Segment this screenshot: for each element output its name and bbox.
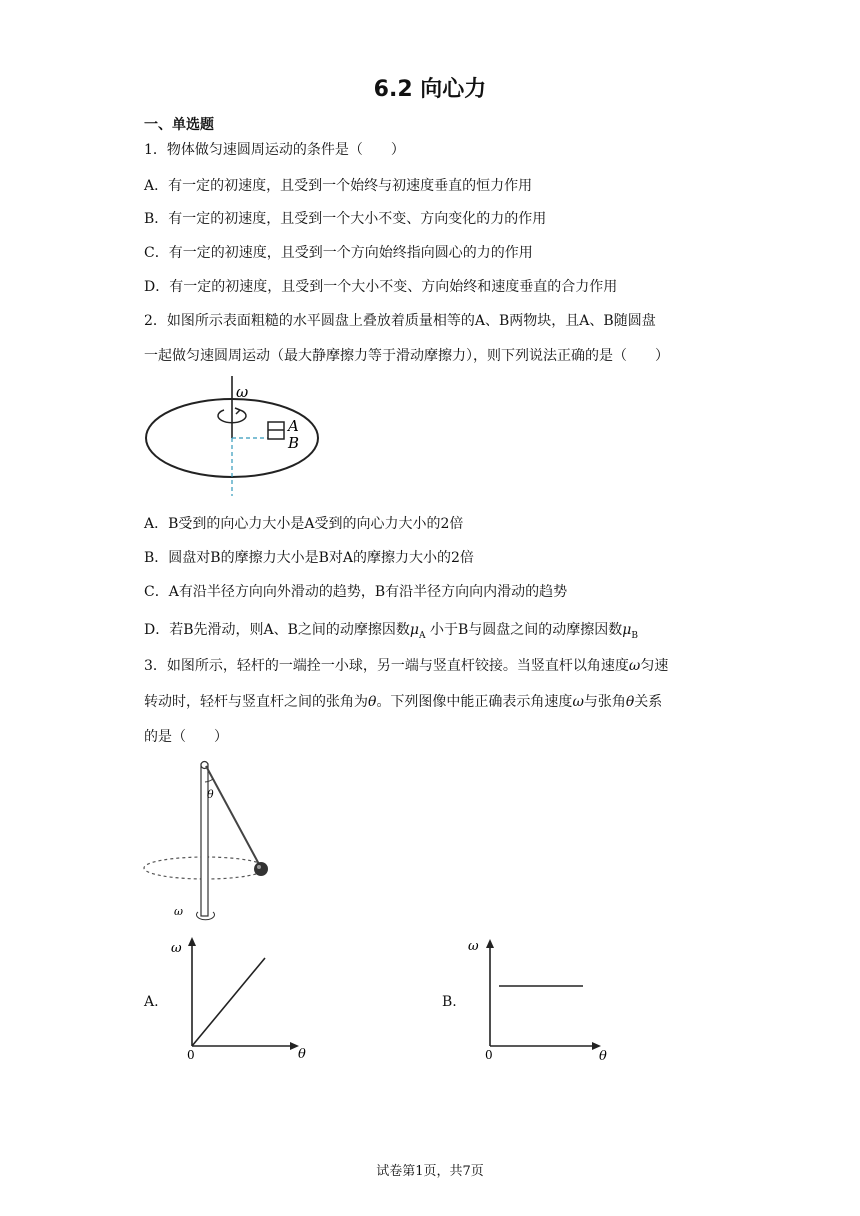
q1-option-a: A．有一定的初速度，且受到一个始终与初速度垂直的恒力作用 [144,178,533,194]
label-b: B [288,434,300,452]
q2-stem-line1: 2．如图所示表面粗糙的水平圆盘上叠放着质量相等的A、B两物块，且A、B随圆盘 [144,313,656,329]
q2-option-d: D．若B先滑动，则A、B之间的动摩擦因数$\mu_A$ 小于B与圆盘之间的动摩擦因数$\mu_B$ [144,622,639,641]
q1-stem: 1．物体做匀速圆周运动的条件是（ ） [144,142,405,158]
y-label: ω [171,941,182,956]
section-heading: 一、单选题 [144,117,214,133]
q3-pendulum-figure [140,756,290,926]
q1-option-b: B．有一定的初速度，且受到一个大小不变、方向变化的力的作用 [144,211,547,227]
x-label: θ [599,1049,607,1062]
q2-option-a: A．B受到的向心力大小是A受到的向心力大小的2倍 [144,516,464,532]
q3-stem-line1: 3．如图所示，轻杆的一端拴一小球，另一端与竖直杆铰接。当竖直杆以角速度ω匀速 [144,658,669,674]
page-footer: 试卷第1页，共7页 [376,1164,484,1179]
y-label: ω [468,939,479,954]
origin-label: 0 [187,1048,195,1062]
origin-label: 0 [485,1048,493,1062]
ball [254,862,268,876]
page-title: 6.2 向心力 [373,77,487,102]
q3-stem-line3: 的是（ ） [144,729,228,745]
q1-option-c: C．有一定的初速度，且受到一个方向始终指向圆心的力的作用 [144,245,533,261]
q2-option-c: C．A有沿半径方向向外滑动的趋势，B有沿半径方向向内滑动的趋势 [144,584,568,600]
x-label: θ [298,1047,306,1062]
light-rod [206,766,260,866]
q3-stem-line2: 转动时，轻杆与竖直杆之间的张角为θ。下列图像中能正确表示角速度ω与张角θ关系 [144,694,663,710]
q3-graph-a [165,934,325,1062]
q2-disk-figure [140,372,330,500]
q3-option-b-label: B. [442,994,457,1010]
q1-option-d: D．有一定的初速度，且受到一个大小不变、方向始终和速度垂直的合力作用 [144,279,618,295]
label-a: A [288,417,299,435]
q2-option-b: B．圆盘对B的摩擦力大小是B对A的摩擦力大小的2倍 [144,550,474,566]
omega-small-label: ω [174,905,183,918]
q3-graph-b [463,934,623,1062]
q3-option-a-label: A. [144,994,159,1010]
omega-label: ω [236,383,249,401]
linear-curve [192,958,265,1046]
q2-stem-line2: 一起做匀速圆周运动（最大静摩擦力等于滑动摩擦力），则下列说法正确的是（ ） [144,348,669,364]
theta-label: θ [207,788,214,801]
vertical-rod [201,764,208,916]
